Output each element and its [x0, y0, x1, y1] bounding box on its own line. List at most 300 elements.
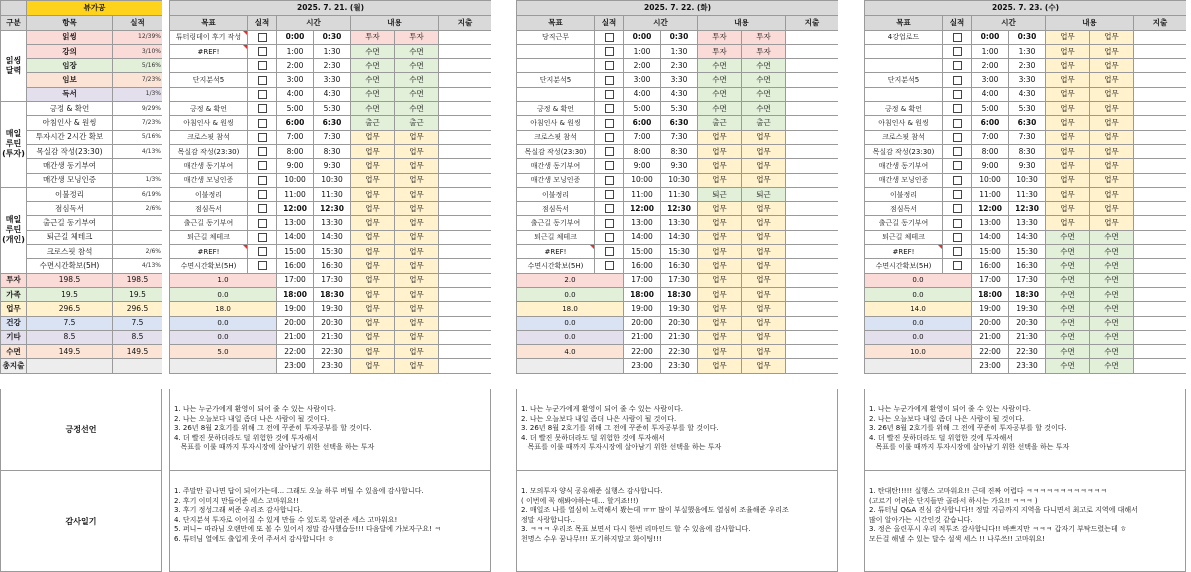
spend-cell[interactable] [1134, 259, 1187, 273]
spend-cell[interactable] [439, 359, 492, 373]
content-cell[interactable]: 업무 [395, 359, 439, 373]
spend-cell[interactable] [786, 173, 839, 187]
content-cell[interactable]: 업무 [351, 202, 395, 216]
done-checkbox[interactable] [605, 204, 614, 213]
content-cell[interactable]: 업무 [742, 173, 786, 187]
goal-cell[interactable]: #REF! [517, 245, 595, 259]
goal-cell[interactable] [865, 44, 943, 58]
content-cell[interactable]: 업무 [742, 202, 786, 216]
content-cell[interactable]: 업무 [698, 173, 742, 187]
content-cell[interactable]: 업무 [1046, 87, 1090, 101]
content-cell[interactable]: 업무 [698, 259, 742, 273]
content-cell[interactable]: 업무 [698, 359, 742, 373]
goal-cell[interactable]: 아침인사 & 원씽 [865, 116, 943, 130]
goal-cell[interactable]: 이불정리 [517, 187, 595, 201]
content-cell[interactable]: 업무 [395, 173, 439, 187]
spend-cell[interactable] [786, 144, 839, 158]
content-cell[interactable]: 수면 [1046, 302, 1090, 316]
content-cell[interactable]: 수면 [698, 73, 742, 87]
goal-cell[interactable] [170, 59, 248, 73]
content-cell[interactable]: 업무 [1090, 159, 1134, 173]
goal-cell[interactable]: 단지분석5 [517, 73, 595, 87]
done-checkbox[interactable] [258, 161, 267, 170]
goal-cell[interactable]: 목실감 작성(23:30) [517, 144, 595, 158]
done-checkbox[interactable] [605, 176, 614, 185]
spend-cell[interactable] [1134, 102, 1187, 116]
content-cell[interactable]: 업무 [395, 302, 439, 316]
spend-cell[interactable] [786, 73, 839, 87]
done-checkbox[interactable] [258, 47, 267, 56]
goal-cell[interactable] [517, 87, 595, 101]
goal-cell[interactable]: 매간생 모닝인증 [170, 173, 248, 187]
spend-cell[interactable] [439, 44, 492, 58]
content-cell[interactable]: 업무 [395, 159, 439, 173]
content-cell[interactable]: 업무 [1046, 102, 1090, 116]
goal-cell[interactable]: 수면시간확보(5H) [865, 259, 943, 273]
content-cell[interactable]: 수면 [1046, 330, 1090, 344]
spend-cell[interactable] [439, 245, 492, 259]
content-cell[interactable]: 업무 [395, 287, 439, 301]
spend-cell[interactable] [1134, 44, 1187, 58]
spend-cell[interactable] [786, 44, 839, 58]
goal-cell[interactable]: #REF! [865, 245, 943, 259]
content-cell[interactable]: 수면 [395, 59, 439, 73]
spend-cell[interactable] [439, 159, 492, 173]
goal-cell[interactable] [865, 87, 943, 101]
content-cell[interactable]: 투자 [742, 44, 786, 58]
done-checkbox[interactable] [953, 247, 962, 256]
content-cell[interactable]: 업무 [698, 316, 742, 330]
goal-cell[interactable]: 단지분석5 [170, 73, 248, 87]
content-cell[interactable]: 수면 [1046, 345, 1090, 359]
content-cell[interactable]: 업무 [1046, 44, 1090, 58]
content-cell[interactable]: 업무 [698, 287, 742, 301]
spend-cell[interactable] [439, 130, 492, 144]
content-cell[interactable]: 업무 [698, 273, 742, 287]
content-cell[interactable]: 수면 [1090, 287, 1134, 301]
content-cell[interactable]: 업무 [742, 144, 786, 158]
content-cell[interactable]: 업무 [1090, 87, 1134, 101]
spend-cell[interactable] [439, 259, 492, 273]
content-cell[interactable]: 업무 [1046, 187, 1090, 201]
spend-cell[interactable] [786, 116, 839, 130]
content-cell[interactable]: 투자 [698, 30, 742, 44]
spend-cell[interactable] [1134, 230, 1187, 244]
goal-cell[interactable]: 긍정 & 확언 [865, 102, 943, 116]
spend-cell[interactable] [439, 30, 492, 44]
done-checkbox[interactable] [258, 61, 267, 70]
content-cell[interactable]: 수면 [1046, 230, 1090, 244]
done-checkbox[interactable] [258, 247, 267, 256]
content-cell[interactable]: 업무 [698, 302, 742, 316]
content-cell[interactable]: 업무 [395, 273, 439, 287]
content-cell[interactable]: 수면 [1090, 245, 1134, 259]
goal-cell[interactable]: 점심독서 [517, 202, 595, 216]
content-cell[interactable]: 업무 [1090, 30, 1134, 44]
goal-cell[interactable]: #REF! [170, 44, 248, 58]
done-checkbox[interactable] [953, 104, 962, 113]
content-cell[interactable]: 업무 [742, 245, 786, 259]
spend-cell[interactable] [1134, 159, 1187, 173]
content-cell[interactable]: 업무 [1090, 187, 1134, 201]
goal-cell[interactable]: 목실감 작성(23:30) [865, 144, 943, 158]
content-cell[interactable]: 수면 [1090, 330, 1134, 344]
content-cell[interactable]: 업무 [1090, 44, 1134, 58]
spend-cell[interactable] [439, 202, 492, 216]
goal-cell[interactable]: 긍정 & 확언 [517, 102, 595, 116]
content-cell[interactable]: 업무 [351, 302, 395, 316]
content-cell[interactable]: 투자 [698, 44, 742, 58]
done-checkbox[interactable] [258, 176, 267, 185]
spend-cell[interactable] [439, 216, 492, 230]
content-cell[interactable]: 수면 [351, 44, 395, 58]
spend-cell[interactable] [439, 59, 492, 73]
done-checkbox[interactable] [258, 104, 267, 113]
done-checkbox[interactable] [605, 47, 614, 56]
done-checkbox[interactable] [605, 90, 614, 99]
done-checkbox[interactable] [953, 190, 962, 199]
content-cell[interactable]: 수면 [351, 102, 395, 116]
done-checkbox[interactable] [258, 233, 267, 242]
goal-cell[interactable]: 목실감 작성(23:30) [170, 144, 248, 158]
spend-cell[interactable] [1134, 73, 1187, 87]
spend-cell[interactable] [786, 259, 839, 273]
content-cell[interactable]: 투자 [742, 30, 786, 44]
spend-cell[interactable] [1134, 202, 1187, 216]
content-cell[interactable]: 출근 [395, 116, 439, 130]
done-checkbox[interactable] [605, 147, 614, 156]
content-cell[interactable]: 수면 [1090, 359, 1134, 373]
content-cell[interactable]: 업무 [351, 216, 395, 230]
content-cell[interactable]: 업무 [742, 259, 786, 273]
spend-cell[interactable] [786, 30, 839, 44]
content-cell[interactable]: 수면 [395, 73, 439, 87]
goal-cell[interactable]: 퇴근길 체테크 [170, 230, 248, 244]
goal-cell[interactable]: 단지분석5 [865, 73, 943, 87]
content-cell[interactable]: 업무 [742, 230, 786, 244]
done-checkbox[interactable] [258, 119, 267, 128]
spend-cell[interactable] [786, 202, 839, 216]
spend-cell[interactable] [1134, 245, 1187, 259]
content-cell[interactable]: 출근 [742, 116, 786, 130]
content-cell[interactable]: 수면 [1090, 316, 1134, 330]
content-cell[interactable]: 업무 [1090, 173, 1134, 187]
content-cell[interactable]: 수면 [1090, 230, 1134, 244]
spend-cell[interactable] [786, 102, 839, 116]
done-checkbox[interactable] [953, 61, 962, 70]
content-cell[interactable]: 업무 [698, 345, 742, 359]
spend-cell[interactable] [786, 159, 839, 173]
spend-cell[interactable] [1134, 302, 1187, 316]
goal-cell[interactable]: 크로스핏 참석 [865, 130, 943, 144]
spend-cell[interactable] [786, 87, 839, 101]
spend-cell[interactable] [1134, 359, 1187, 373]
spend-cell[interactable] [439, 287, 492, 301]
goal-cell[interactable]: 크로스핏 참석 [517, 130, 595, 144]
content-cell[interactable]: 업무 [351, 330, 395, 344]
content-cell[interactable]: 업무 [742, 359, 786, 373]
done-checkbox[interactable] [605, 33, 614, 42]
spend-cell[interactable] [786, 245, 839, 259]
done-checkbox[interactable] [258, 204, 267, 213]
goal-cell[interactable]: 아침인사 & 원씽 [517, 116, 595, 130]
content-cell[interactable]: 수면 [1046, 273, 1090, 287]
content-cell[interactable]: 업무 [1090, 202, 1134, 216]
content-cell[interactable]: 업무 [1046, 59, 1090, 73]
content-cell[interactable]: 수면 [351, 87, 395, 101]
done-checkbox[interactable] [953, 176, 962, 185]
content-cell[interactable]: 업무 [698, 130, 742, 144]
content-cell[interactable]: 업무 [395, 259, 439, 273]
goal-cell[interactable]: 이불정리 [865, 187, 943, 201]
content-cell[interactable]: 업무 [1046, 173, 1090, 187]
content-cell[interactable]: 수면 [1090, 273, 1134, 287]
content-cell[interactable]: 업무 [395, 187, 439, 201]
done-checkbox[interactable] [953, 133, 962, 142]
spend-cell[interactable] [786, 216, 839, 230]
done-checkbox[interactable] [258, 90, 267, 99]
goal-cell[interactable]: 매간생 모닝인증 [517, 173, 595, 187]
goal-cell[interactable] [865, 59, 943, 73]
spend-cell[interactable] [786, 230, 839, 244]
done-checkbox[interactable] [258, 219, 267, 228]
spend-cell[interactable] [786, 302, 839, 316]
done-checkbox[interactable] [258, 261, 267, 270]
goal-cell[interactable] [517, 59, 595, 73]
content-cell[interactable]: 업무 [351, 159, 395, 173]
goal-cell[interactable]: 매간생 동기부여 [517, 159, 595, 173]
spend-cell[interactable] [439, 102, 492, 116]
content-cell[interactable]: 업무 [395, 130, 439, 144]
content-cell[interactable]: 업무 [742, 130, 786, 144]
content-cell[interactable]: 업무 [395, 144, 439, 158]
spend-cell[interactable] [1134, 273, 1187, 287]
done-checkbox[interactable] [605, 104, 614, 113]
done-checkbox[interactable] [258, 147, 267, 156]
done-checkbox[interactable] [258, 76, 267, 85]
content-cell[interactable]: 업무 [742, 287, 786, 301]
spend-cell[interactable] [1134, 287, 1187, 301]
spend-cell[interactable] [439, 345, 492, 359]
spend-cell[interactable] [1134, 87, 1187, 101]
content-cell[interactable]: 수면 [1046, 359, 1090, 373]
content-cell[interactable]: 업무 [1090, 59, 1134, 73]
content-cell[interactable]: 업무 [1090, 73, 1134, 87]
spend-cell[interactable] [786, 316, 839, 330]
content-cell[interactable]: 업무 [742, 330, 786, 344]
content-cell[interactable]: 업무 [351, 230, 395, 244]
content-cell[interactable]: 업무 [395, 216, 439, 230]
spend-cell[interactable] [1134, 216, 1187, 230]
spend-cell[interactable] [1134, 144, 1187, 158]
goal-cell[interactable]: 출근길 동기부여 [517, 216, 595, 230]
content-cell[interactable]: 업무 [698, 202, 742, 216]
done-checkbox[interactable] [953, 161, 962, 170]
spend-cell[interactable] [439, 330, 492, 344]
content-cell[interactable]: 수면 [1046, 287, 1090, 301]
goal-cell[interactable]: #REF! [170, 245, 248, 259]
content-cell[interactable]: 업무 [1046, 73, 1090, 87]
content-cell[interactable]: 업무 [351, 345, 395, 359]
content-cell[interactable]: 수면 [698, 87, 742, 101]
content-cell[interactable]: 업무 [742, 302, 786, 316]
spend-cell[interactable] [786, 59, 839, 73]
content-cell[interactable]: 업무 [351, 144, 395, 158]
content-cell[interactable]: 수면 [395, 87, 439, 101]
content-cell[interactable]: 업무 [1046, 30, 1090, 44]
content-cell[interactable]: 업무 [351, 273, 395, 287]
content-cell[interactable]: 투자 [351, 30, 395, 44]
content-cell[interactable]: 업무 [698, 245, 742, 259]
content-cell[interactable]: 수면 [742, 102, 786, 116]
goal-cell[interactable]: 튜터링데이 후기 작성 [170, 30, 248, 44]
spend-cell[interactable] [439, 230, 492, 244]
spend-cell[interactable] [439, 302, 492, 316]
content-cell[interactable]: 수면 [742, 87, 786, 101]
content-cell[interactable]: 출근 [351, 116, 395, 130]
content-cell[interactable]: 업무 [351, 173, 395, 187]
goal-cell[interactable] [517, 44, 595, 58]
content-cell[interactable]: 업무 [698, 330, 742, 344]
content-cell[interactable]: 수면 [1046, 316, 1090, 330]
goal-cell[interactable]: 아침인사 & 원씽 [170, 116, 248, 130]
goal-cell[interactable]: 점심독서 [865, 202, 943, 216]
spend-cell[interactable] [439, 116, 492, 130]
spend-cell[interactable] [786, 330, 839, 344]
done-checkbox[interactable] [605, 190, 614, 199]
goal-cell[interactable]: 출근길 동기부여 [170, 216, 248, 230]
content-cell[interactable]: 업무 [395, 230, 439, 244]
goal-cell[interactable]: 이불정리 [170, 187, 248, 201]
content-cell[interactable]: 업무 [395, 202, 439, 216]
done-checkbox[interactable] [953, 233, 962, 242]
content-cell[interactable]: 수면 [1090, 259, 1134, 273]
content-cell[interactable]: 업무 [698, 230, 742, 244]
content-cell[interactable]: 수면 [1046, 259, 1090, 273]
spend-cell[interactable] [786, 273, 839, 287]
goal-cell[interactable]: 출근길 동기부여 [865, 216, 943, 230]
spend-cell[interactable] [786, 187, 839, 201]
spend-cell[interactable] [1134, 316, 1187, 330]
goal-cell[interactable]: 매간생 모닝인증 [865, 173, 943, 187]
spend-cell[interactable] [439, 73, 492, 87]
goal-cell[interactable]: 수면시간확보(5H) [170, 259, 248, 273]
spend-cell[interactable] [1134, 130, 1187, 144]
content-cell[interactable]: 업무 [1090, 144, 1134, 158]
content-cell[interactable]: 업무 [351, 130, 395, 144]
content-cell[interactable]: 업무 [742, 159, 786, 173]
goal-cell[interactable] [170, 87, 248, 101]
content-cell[interactable]: 업무 [1046, 202, 1090, 216]
goal-cell[interactable]: 퇴근길 체테크 [517, 230, 595, 244]
content-cell[interactable]: 업무 [395, 330, 439, 344]
spend-cell[interactable] [439, 173, 492, 187]
content-cell[interactable]: 수면 [1046, 245, 1090, 259]
done-checkbox[interactable] [258, 133, 267, 142]
spend-cell[interactable] [439, 87, 492, 101]
content-cell[interactable]: 업무 [351, 287, 395, 301]
content-cell[interactable]: 업무 [1090, 216, 1134, 230]
content-cell[interactable]: 업무 [742, 273, 786, 287]
content-cell[interactable]: 수면 [351, 73, 395, 87]
spend-cell[interactable] [1134, 345, 1187, 359]
done-checkbox[interactable] [953, 33, 962, 42]
content-cell[interactable]: 업무 [395, 245, 439, 259]
spend-cell[interactable] [439, 273, 492, 287]
spend-cell[interactable] [1134, 116, 1187, 130]
done-checkbox[interactable] [605, 133, 614, 142]
content-cell[interactable]: 수면 [395, 44, 439, 58]
done-checkbox[interactable] [953, 47, 962, 56]
content-cell[interactable]: 업무 [351, 259, 395, 273]
content-cell[interactable]: 업무 [1090, 130, 1134, 144]
content-cell[interactable]: 수면 [742, 73, 786, 87]
spend-cell[interactable] [1134, 173, 1187, 187]
spend-cell[interactable] [439, 144, 492, 158]
done-checkbox[interactable] [258, 33, 267, 42]
spend-cell[interactable] [786, 345, 839, 359]
content-cell[interactable]: 수면 [1090, 302, 1134, 316]
done-checkbox[interactable] [605, 76, 614, 85]
content-cell[interactable]: 퇴근 [698, 187, 742, 201]
content-cell[interactable]: 업무 [351, 245, 395, 259]
done-checkbox[interactable] [953, 261, 962, 270]
content-cell[interactable]: 업무 [1046, 159, 1090, 173]
content-cell[interactable]: 업무 [742, 345, 786, 359]
done-checkbox[interactable] [605, 233, 614, 242]
goal-cell[interactable]: 매간생 동기부여 [170, 159, 248, 173]
spend-cell[interactable] [439, 187, 492, 201]
content-cell[interactable]: 업무 [1046, 116, 1090, 130]
goal-cell[interactable]: 긍정 & 확언 [170, 102, 248, 116]
spend-cell[interactable] [1134, 330, 1187, 344]
done-checkbox[interactable] [258, 190, 267, 199]
content-cell[interactable]: 수면 [698, 59, 742, 73]
content-cell[interactable]: 수면 [742, 59, 786, 73]
done-checkbox[interactable] [953, 119, 962, 128]
content-cell[interactable]: 출근 [698, 116, 742, 130]
content-cell[interactable]: 수면 [395, 102, 439, 116]
done-checkbox[interactable] [605, 61, 614, 70]
goal-cell[interactable]: 4강업로드 [865, 30, 943, 44]
content-cell[interactable]: 업무 [742, 316, 786, 330]
content-cell[interactable]: 업무 [1046, 130, 1090, 144]
spend-cell[interactable] [786, 359, 839, 373]
content-cell[interactable]: 업무 [351, 316, 395, 330]
done-checkbox[interactable] [953, 204, 962, 213]
content-cell[interactable]: 업무 [698, 159, 742, 173]
content-cell[interactable]: 수면 [351, 59, 395, 73]
content-cell[interactable]: 업무 [698, 216, 742, 230]
goal-cell[interactable]: 크로스핏 참석 [170, 130, 248, 144]
spend-cell[interactable] [439, 316, 492, 330]
goal-cell[interactable]: 점심독서 [170, 202, 248, 216]
content-cell[interactable]: 업무 [742, 216, 786, 230]
goal-cell[interactable]: 매간생 동기부여 [865, 159, 943, 173]
spend-cell[interactable] [1134, 187, 1187, 201]
content-cell[interactable]: 업무 [698, 144, 742, 158]
done-checkbox[interactable] [605, 119, 614, 128]
done-checkbox[interactable] [605, 161, 614, 170]
spend-cell[interactable] [1134, 30, 1187, 44]
content-cell[interactable]: 업무 [395, 345, 439, 359]
spend-cell[interactable] [786, 130, 839, 144]
content-cell[interactable]: 퇴근 [742, 187, 786, 201]
done-checkbox[interactable] [605, 261, 614, 270]
goal-cell[interactable]: 수면시간확보(5H) [517, 259, 595, 273]
spend-cell[interactable] [786, 287, 839, 301]
done-checkbox[interactable] [953, 76, 962, 85]
